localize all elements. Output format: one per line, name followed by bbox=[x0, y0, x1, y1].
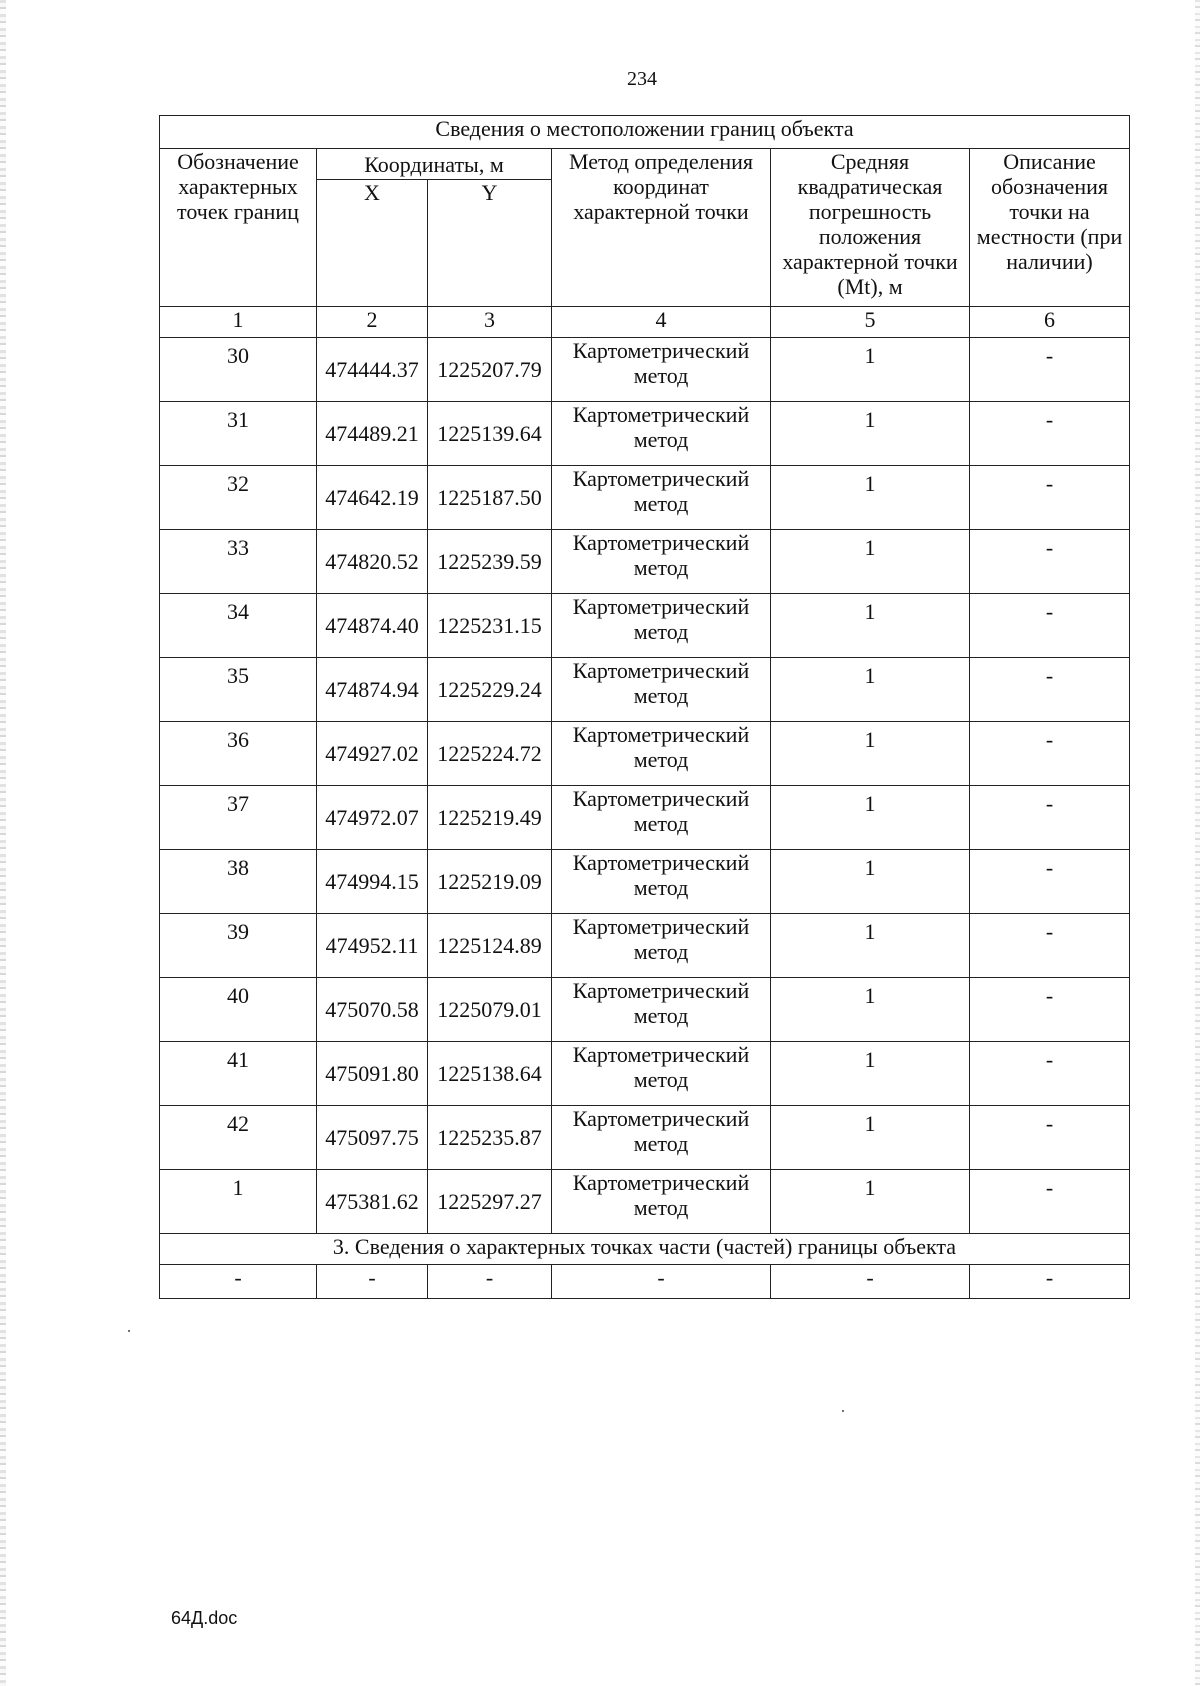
description-cell: - bbox=[970, 658, 1130, 722]
table-cell: - bbox=[317, 1265, 428, 1299]
y-coordinate-cell: 1225224.72 bbox=[428, 722, 552, 786]
method-cell: Картометрический метод bbox=[552, 1170, 771, 1234]
method-cell: Картометрический метод bbox=[552, 594, 771, 658]
accuracy-cell: 1 bbox=[771, 1042, 970, 1106]
table-row bbox=[160, 338, 1130, 402]
point-id-cell: 35 bbox=[160, 658, 317, 722]
column-numbers-row bbox=[160, 307, 1130, 338]
method-cell: Картометрический метод bbox=[552, 1106, 771, 1170]
y-coordinate-cell: 1225229.24 bbox=[428, 658, 552, 722]
footer-filename: 64Д.doc bbox=[171, 1608, 238, 1628]
scan-edge-right bbox=[1195, 0, 1200, 1686]
y-coordinate-cell: 1225219.49 bbox=[428, 786, 552, 850]
section-3-title: 3. Сведения о характерных точках части (частей) границы объекта bbox=[160, 1234, 1130, 1265]
point-id-cell: 42 bbox=[160, 1106, 317, 1170]
method-cell: Картометрический метод bbox=[552, 402, 771, 466]
x-coordinate-cell: 475097.75 bbox=[317, 1106, 428, 1170]
point-id-cell: 40 bbox=[160, 978, 317, 1042]
column-number: 1 bbox=[160, 307, 317, 338]
header-row-1 bbox=[160, 149, 1130, 180]
page-number: 234 bbox=[627, 68, 657, 90]
header-x: X bbox=[317, 180, 428, 307]
table-cell: - bbox=[552, 1265, 771, 1299]
method-cell: Картометрический метод bbox=[552, 914, 771, 978]
table-row bbox=[160, 1106, 1130, 1170]
description-cell: - bbox=[970, 1170, 1130, 1234]
y-coordinate-cell: 1225207.79 bbox=[428, 338, 552, 402]
column-number: 3 bbox=[428, 307, 552, 338]
scan-edge-left bbox=[0, 0, 6, 1686]
x-coordinate-cell: 474927.02 bbox=[317, 722, 428, 786]
point-id-cell: 34 bbox=[160, 594, 317, 658]
section-3-data-row bbox=[160, 1265, 1130, 1299]
x-coordinate-cell: 474444.37 bbox=[317, 338, 428, 402]
point-id-cell: 30 bbox=[160, 338, 317, 402]
point-id-cell: 31 bbox=[160, 402, 317, 466]
point-id-cell: 32 bbox=[160, 466, 317, 530]
x-coordinate-cell: 474642.19 bbox=[317, 466, 428, 530]
method-cell: Картометрический метод bbox=[552, 722, 771, 786]
y-coordinate-cell: 1225138.64 bbox=[428, 1042, 552, 1106]
table-cell: - bbox=[771, 1265, 970, 1299]
description-cell: - bbox=[970, 466, 1130, 530]
x-coordinate-cell: 474489.21 bbox=[317, 402, 428, 466]
y-coordinate-cell: 1225297.27 bbox=[428, 1170, 552, 1234]
table-row bbox=[160, 530, 1130, 594]
method-cell: Картометрический метод bbox=[552, 1042, 771, 1106]
section-3-row bbox=[160, 1234, 1130, 1265]
y-coordinate-cell: 1225139.64 bbox=[428, 402, 552, 466]
accuracy-cell: 1 bbox=[771, 914, 970, 978]
x-coordinate-cell: 475381.62 bbox=[317, 1170, 428, 1234]
table-row bbox=[160, 402, 1130, 466]
description-cell: - bbox=[970, 338, 1130, 402]
accuracy-cell: 1 bbox=[771, 850, 970, 914]
accuracy-cell: 1 bbox=[771, 338, 970, 402]
method-cell: Картометрический метод bbox=[552, 658, 771, 722]
description-cell: - bbox=[970, 978, 1130, 1042]
table-cell: - bbox=[970, 1265, 1130, 1299]
table-row bbox=[160, 1042, 1130, 1106]
method-cell: Картометрический метод bbox=[552, 786, 771, 850]
header-point-designation: Обозначение характерных точек границ bbox=[160, 149, 317, 307]
y-coordinate-cell: 1225239.59 bbox=[428, 530, 552, 594]
accuracy-cell: 1 bbox=[771, 786, 970, 850]
description-cell: - bbox=[970, 402, 1130, 466]
y-coordinate-cell: 1225235.87 bbox=[428, 1106, 552, 1170]
y-coordinate-cell: 1225231.15 bbox=[428, 594, 552, 658]
table-row bbox=[160, 978, 1130, 1042]
y-coordinate-cell: 1225079.01 bbox=[428, 978, 552, 1042]
table-row bbox=[160, 722, 1130, 786]
description-cell: - bbox=[970, 530, 1130, 594]
table-row bbox=[160, 786, 1130, 850]
accuracy-cell: 1 bbox=[771, 530, 970, 594]
header-method: Метод определения координат характерной точки bbox=[552, 149, 771, 307]
x-coordinate-cell: 474874.94 bbox=[317, 658, 428, 722]
y-coordinate-cell: 1225187.50 bbox=[428, 466, 552, 530]
header-coordinates: Координаты, м bbox=[317, 149, 552, 180]
point-id-cell: 39 bbox=[160, 914, 317, 978]
x-coordinate-cell: 474820.52 bbox=[317, 530, 428, 594]
table-cell: - bbox=[428, 1265, 552, 1299]
column-number: 6 bbox=[970, 307, 1130, 338]
method-cell: Картометрический метод bbox=[552, 978, 771, 1042]
method-cell: Картометрический метод bbox=[552, 466, 771, 530]
accuracy-cell: 1 bbox=[771, 1170, 970, 1234]
table-cell: - bbox=[160, 1265, 317, 1299]
column-number: 5 bbox=[771, 307, 970, 338]
description-cell: - bbox=[970, 914, 1130, 978]
x-coordinate-cell: 475070.58 bbox=[317, 978, 428, 1042]
method-cell: Картометрический метод bbox=[552, 338, 771, 402]
y-coordinate-cell: 1225124.89 bbox=[428, 914, 552, 978]
accuracy-cell: 1 bbox=[771, 978, 970, 1042]
x-coordinate-cell: 474874.40 bbox=[317, 594, 428, 658]
x-coordinate-cell: 475091.80 bbox=[317, 1042, 428, 1106]
table-row bbox=[160, 466, 1130, 530]
table-row bbox=[160, 594, 1130, 658]
method-cell: Картометрический метод bbox=[552, 850, 771, 914]
accuracy-cell: 1 bbox=[771, 1106, 970, 1170]
table-title: Сведения о местоположении границ объекта bbox=[160, 116, 1130, 149]
accuracy-cell: 1 bbox=[771, 658, 970, 722]
accuracy-cell: 1 bbox=[771, 594, 970, 658]
point-id-cell: 37 bbox=[160, 786, 317, 850]
description-cell: - bbox=[970, 722, 1130, 786]
x-coordinate-cell: 474994.15 bbox=[317, 850, 428, 914]
column-number: 2 bbox=[317, 307, 428, 338]
x-coordinate-cell: 474972.07 bbox=[317, 786, 428, 850]
table-title-row bbox=[160, 116, 1130, 149]
table-row bbox=[160, 1170, 1130, 1234]
table-row bbox=[160, 850, 1130, 914]
point-id-cell: 38 bbox=[160, 850, 317, 914]
description-cell: - bbox=[970, 1042, 1130, 1106]
accuracy-cell: 1 bbox=[771, 466, 970, 530]
boundary-table bbox=[159, 115, 1130, 1299]
point-id-cell: 41 bbox=[160, 1042, 317, 1106]
description-cell: - bbox=[970, 850, 1130, 914]
table-row bbox=[160, 658, 1130, 722]
header-accuracy: Средняя квадратическая погрешность положения характерной точки (Mt), м bbox=[771, 149, 970, 307]
accuracy-cell: 1 bbox=[771, 402, 970, 466]
table-row bbox=[160, 914, 1130, 978]
y-coordinate-cell: 1225219.09 bbox=[428, 850, 552, 914]
point-id-cell: 36 bbox=[160, 722, 317, 786]
point-id-cell: 1 bbox=[160, 1170, 317, 1234]
scan-speck bbox=[842, 1410, 844, 1412]
description-cell: - bbox=[970, 1106, 1130, 1170]
header-description: Описание обозначения точки на местности (при наличии) bbox=[970, 149, 1130, 307]
method-cell: Картометрический метод bbox=[552, 530, 771, 594]
x-coordinate-cell: 474952.11 bbox=[317, 914, 428, 978]
scan-speck bbox=[128, 1330, 130, 1332]
header-y: Y bbox=[428, 180, 552, 307]
description-cell: - bbox=[970, 594, 1130, 658]
point-id-cell: 33 bbox=[160, 530, 317, 594]
description-cell: - bbox=[970, 786, 1130, 850]
column-number: 4 bbox=[552, 307, 771, 338]
accuracy-cell: 1 bbox=[771, 722, 970, 786]
